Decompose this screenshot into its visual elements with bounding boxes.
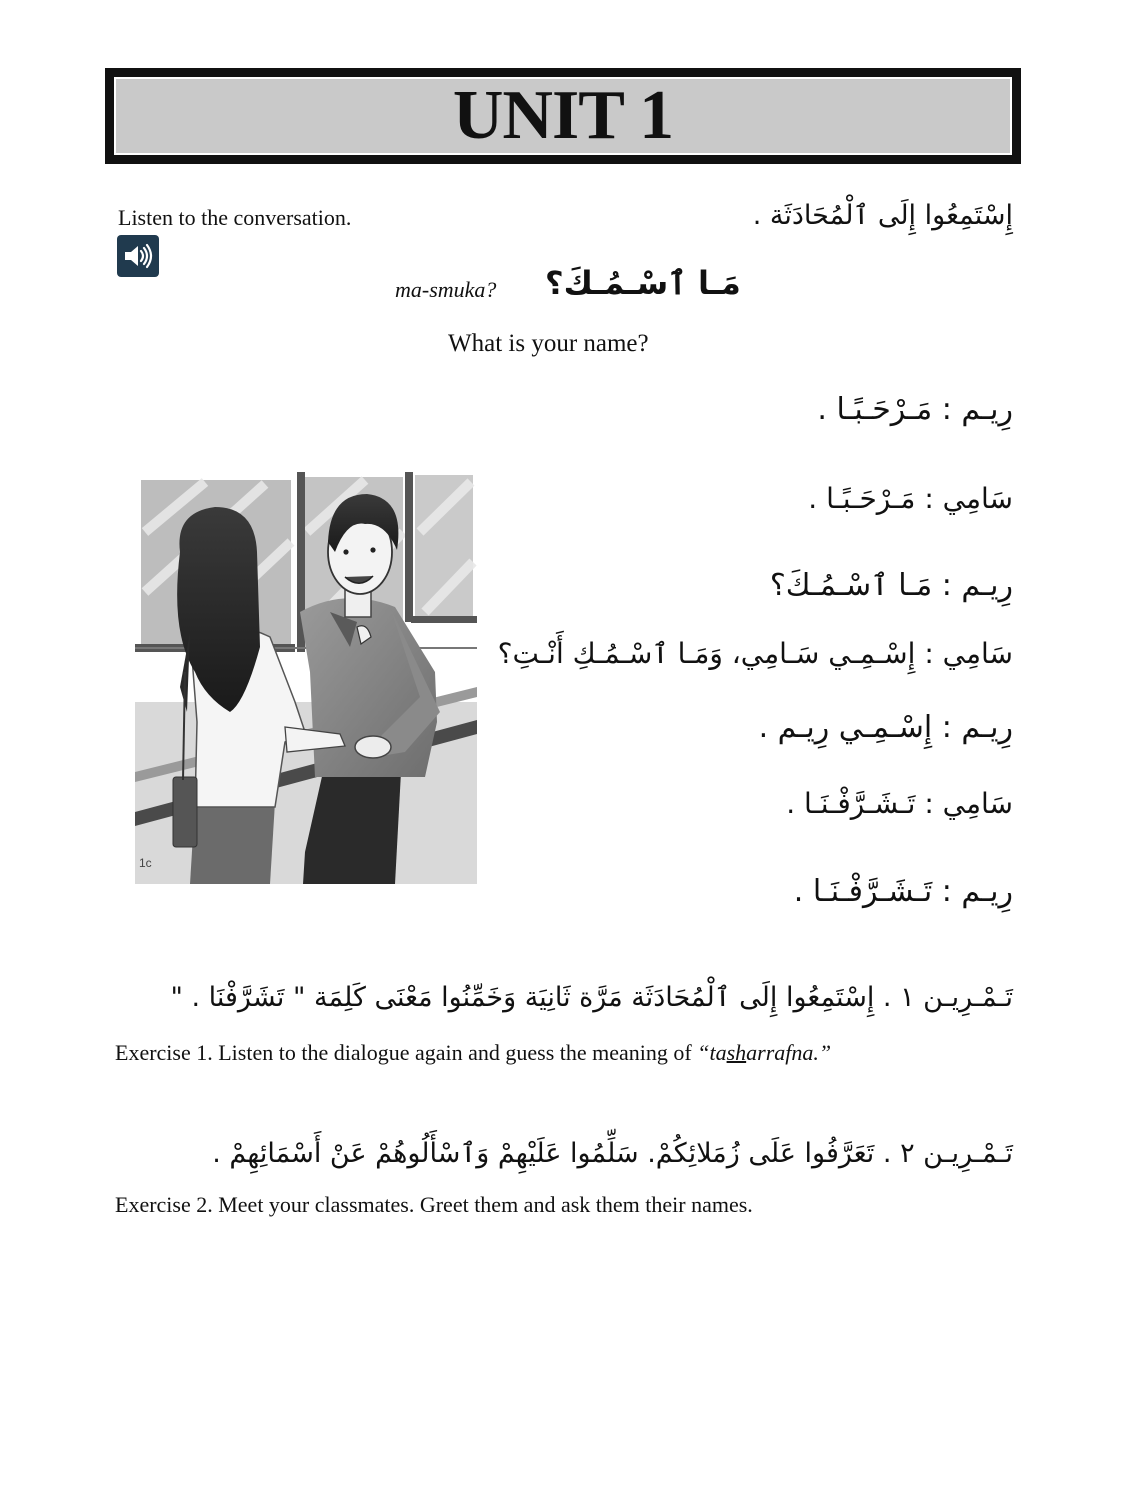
dialogue-text: إِسْـمِـي سَـامِي، وَمَـا ٱسْـمُـكِ أَنْـتِ؟ <box>497 637 916 670</box>
question-transliteration: ma-smuka? <box>395 277 497 302</box>
unit-title-panel <box>114 77 1012 155</box>
dialogue-line-1 <box>817 392 1013 427</box>
dialogue-speaker: رِيـم : <box>941 392 1013 427</box>
conversation-illustration <box>135 472 477 884</box>
dialogue-speaker: رِيـم : <box>941 568 1013 603</box>
dialogue-line-7 <box>794 874 1013 909</box>
speaker-icon <box>117 235 159 277</box>
dialogue-speaker: سَامِي : <box>924 787 1013 820</box>
dialogue-line-6 <box>786 787 1013 820</box>
exercise-1-arabic: تَـمْـرِيـن ١ . إِسْتَمِعُوا إِلَى ٱلْمُحَادَثَة مَرَّة ثَانِيَة وَخَمِّنُوا مَعْنَى كَلِمَة " تَشَرَّفْنَا . " <box>170 982 1013 1013</box>
dialogue-text: مَـا ٱسْـمُـكَ؟ <box>769 568 933 603</box>
dialogue-text: مَـرْحَـبًـا . <box>817 392 933 427</box>
dialogue-speaker: رِيـم : <box>941 874 1013 909</box>
dialogue-line-2 <box>808 482 1013 515</box>
audio-play-button[interactable] <box>117 235 159 277</box>
dialogue-text: تَـشَـرَّفْـنَـا . <box>793 874 933 909</box>
exercise-1-term-end: arrafna.” <box>746 1040 832 1065</box>
dialogue-line-3 <box>770 568 1013 603</box>
exercise-1-english-text: Exercise 1. Listen to the dialogue again and guess the meaning of <box>115 1040 698 1065</box>
exercise-1-term <box>697 1040 831 1065</box>
dialogue-line-4 <box>498 637 1013 670</box>
question-english: What is your name? <box>448 330 649 357</box>
question-arabic: مَـا ٱسْـمُـكَ؟ <box>545 264 741 302</box>
illustration-caption: 1c <box>139 856 152 870</box>
dialogue-speaker: رِيـم : <box>941 710 1013 745</box>
instruction-english: Listen to the conversation. <box>118 205 352 230</box>
dialogue-speaker: سَامِي : <box>924 637 1013 670</box>
instruction-arabic: إِسْتَمِعُوا إِلَى ٱلْمُحَادَثَة . <box>752 200 1013 231</box>
dialogue-text: إِسْـمِـي رِيـم . <box>758 710 933 745</box>
exercise-1-term-underlined: sh <box>726 1040 747 1065</box>
dialogue-line-5 <box>759 710 1013 745</box>
dialogue-text: مَـرْحَـبًـا . <box>808 482 916 515</box>
dialogue-speaker: سَامِي : <box>924 482 1013 515</box>
exercise-1-term-start: “ta <box>697 1040 727 1065</box>
exercise-1-english <box>115 1040 831 1066</box>
exercise-2-english: Exercise 2. Meet your classmates. Greet them and ask them their names. <box>115 1192 753 1217</box>
exercise-2-arabic: تَـمْـرِيـن ٢ . تَعَرَّفُوا عَلَى زُمَلائِكُمْ. سَلِّمُوا عَلَيْهِمْ وَٱسْأَلُوهُمْ عَنْ أَسْمَائِهِمْ . <box>212 1138 1013 1169</box>
dialogue-text: تَـشَـرَّفْـنَـا . <box>786 787 916 820</box>
unit-title: UNIT 1 <box>452 77 674 154</box>
unit-title-banner <box>105 68 1021 164</box>
